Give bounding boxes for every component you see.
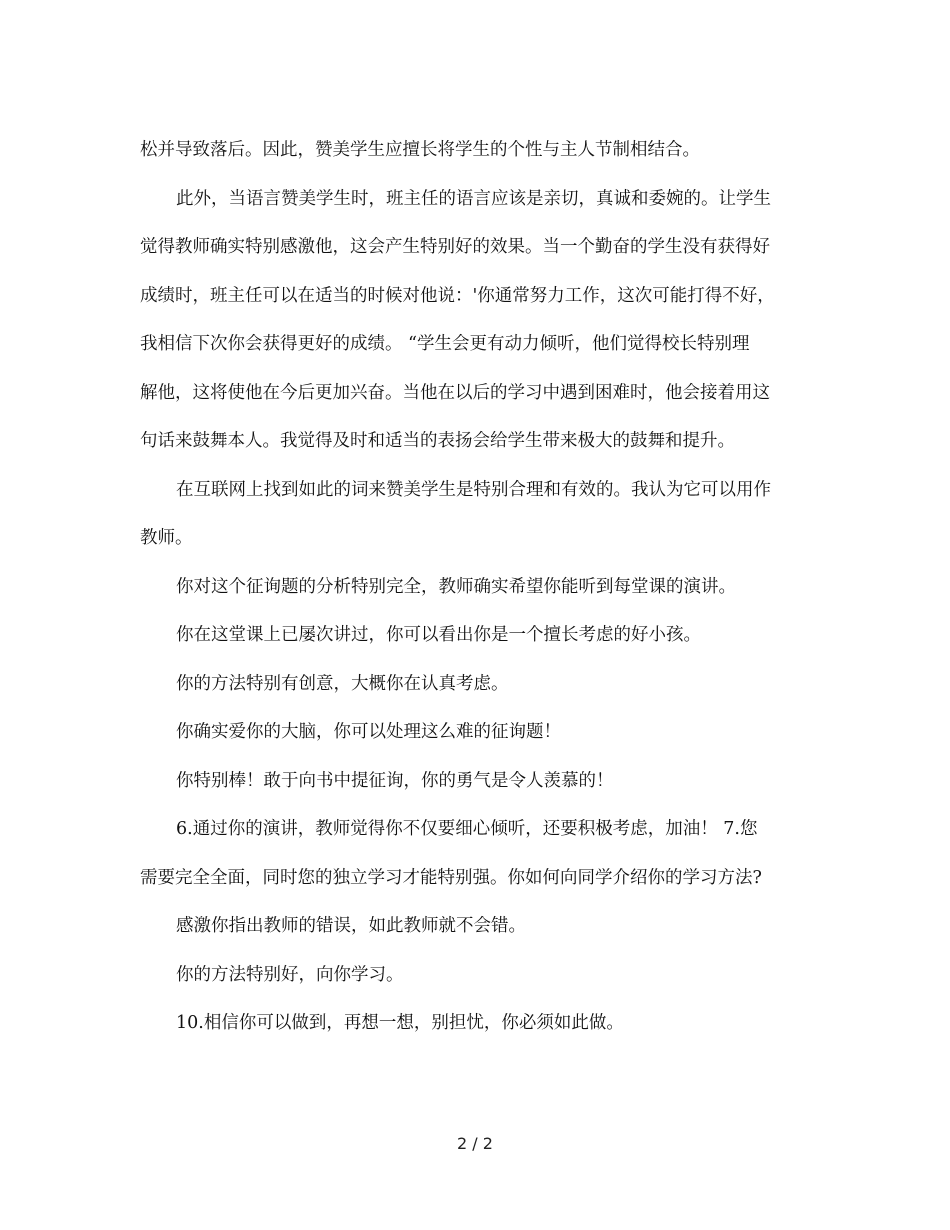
page-number: 2 / 2 [457,1134,493,1153]
praise-line: 你确实爱你的大脑，你可以处理这么难的征询题！ [176,722,561,742]
praise-line: 你的方法特别有创意，大概你在认真考虑。 [176,673,509,694]
praise-line: 感激你指出教师的错误，如此教师就不会错。 [176,916,526,936]
praise-line: 你的方法特别好，向你学习。 [176,964,404,985]
paragraph-line: 我相信下次你会获得更好的成绩。 “学生会更有动力倾听，他们觉得校长特别理 [140,334,750,354]
document-body [140,126,830,1048]
paragraph-line: 句话来鼓舞本人。我觉得及时和适当的表扬会给学生带来极大的鼓舞和提升。 [140,431,735,451]
paragraph-line: 松并导致落后。因此，赞美学生应擅长将学生的个性与主人节制相结合。 [140,140,700,160]
paragraph-line: 教师。 [140,528,193,548]
praise-line: 你特别棒！敢于向书中提征询，你的勇气是令人羡慕的！ [176,770,614,791]
paragraph-line: 此外，当语言赞美学生时，班主任的语言应该是亲切，真诚和委婉的。让学生 [176,188,771,209]
praise-line: 6.通过你的演讲，教师觉得你不仅要细心倾听，还要积极考虑，加油！ 7.您 [176,819,758,839]
paragraph-line: 解他，这将使他在今后更加兴奋。当他在以后的学习中遇到困难时，他会接着用这 [140,382,770,403]
paragraph-line: 在互联网上找到如此的词来赞美学生是特别合理和有效的。我认为它可以用作 [176,479,771,500]
paragraph-line: 成绩时，班主任可以在适当的时候对他说：'你通常努力工作，这次可能打得不好， [140,285,775,306]
praise-line: 你对这个征询题的分析特别完全，教师确实希望你能听到每堂课的演讲。 [176,576,736,597]
praise-line: 你在这堂课上已屡次讲过，你可以看出你是一个擅长考虑的好小孩。 [176,625,701,645]
paragraph-line: 觉得教师确实特别感激他，这会产生特别好的效果。当一个勤奋的学生没有获得好 [140,237,770,257]
praise-line: 需要完全全面，同时您的独立学习才能特别强。你如何向同学介绍你的学习方法? [140,867,762,888]
praise-line: 10.相信你可以做到，再想一想，别担忧，你必须如此做。 [176,1013,624,1033]
